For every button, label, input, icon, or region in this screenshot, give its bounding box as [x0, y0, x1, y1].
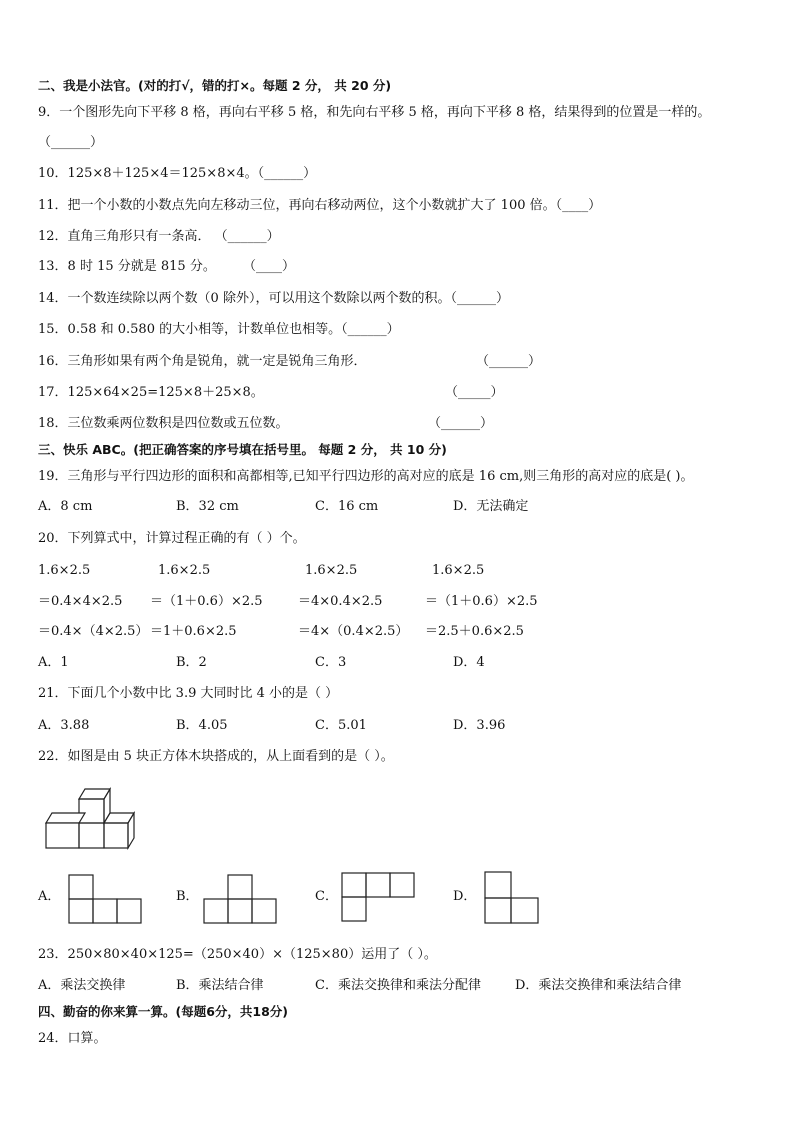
q20-calc-2-line-2: ＝（1＋0.6）×2.5 — [150, 594, 263, 609]
q20-option-a[interactable]: A．1 — [38, 655, 69, 670]
question-21: 21．下面几个小数中比 3.9 大同时比 4 小的是（ ） — [38, 686, 339, 701]
question-17-blank[interactable]: （_____） — [445, 385, 504, 400]
question-24: 24．口算。 — [38, 1031, 107, 1046]
q22-option-a-label[interactable]: A． — [38, 889, 61, 904]
q22-option-b-label[interactable]: B． — [176, 889, 199, 904]
question-9-blank[interactable]: （______） — [38, 135, 104, 150]
q19-option-b[interactable]: B．32 cm — [176, 499, 239, 514]
q20-calc-1-line-2: ＝0.4×4×2.5 — [38, 594, 123, 609]
q22-cubes-figure — [44, 785, 144, 851]
q20-option-c[interactable]: C．3 — [315, 655, 347, 670]
question-14: 14．一个数连续除以两个数（0 除外），可以用这个数除以两个数的积。（______） — [38, 291, 509, 306]
question-16: 16．三角形如果有两个角是锐角，就一定是锐角三角形． — [38, 354, 367, 369]
q19-option-c[interactable]: C．16 cm — [315, 499, 379, 514]
q20-calc-2-line-3: ＝1＋0.6×2.5 — [150, 624, 237, 639]
q20-calc-3-line-2: ＝4×0.4×2.5 — [298, 594, 383, 609]
q22-option-d-figure[interactable] — [484, 871, 542, 925]
q22-option-b-figure[interactable] — [203, 874, 281, 924]
q20-calc-4-line-1: 1.6×2.5 — [432, 563, 485, 578]
q20-calc-4-line-2: ＝（1＋0.6）×2.5 — [425, 594, 538, 609]
q23-option-c[interactable]: C．乘法交换律和乘法分配律 — [315, 978, 481, 993]
q22-option-a-figure[interactable] — [68, 874, 144, 924]
question-20: 20．下列算式中，计算过程正确的有（ ）个。 — [38, 531, 306, 546]
question-19: 19．三角形与平行四边形的面积和高都相等,已知平行四边形的高对应的底是 16 cm,则三角形的高对应的底是( )。 — [38, 469, 694, 484]
q19-option-d[interactable]: D．无法确定 — [453, 499, 529, 514]
question-15: 15．0.58 和 0.580 的大小相等，计数单位也相等。（______） — [38, 322, 400, 337]
question-23: 23．250×80×40×125=（250×40）×（125×80）运用了（ ）。 — [38, 947, 437, 962]
q22-option-c-figure[interactable] — [341, 872, 419, 924]
question-11: 11．把一个小数的小数点先向左移动三位，再向右移动两位，这个小数就扩大了 100 倍。（____） — [38, 198, 602, 213]
question-18-blank[interactable]: （______） — [428, 416, 494, 431]
q21-option-b[interactable]: B．4.05 — [176, 718, 228, 733]
question-18: 18．三位数乘两位数积是四位数或五位数。 — [38, 416, 289, 431]
q19-option-a[interactable]: A．8 cm — [38, 499, 93, 514]
q23-option-a[interactable]: A．乘法交换律 — [38, 978, 126, 993]
question-17: 17．125×64×25=125×8＋25×8。 — [38, 385, 264, 400]
question-10: 10．125×8＋125×4＝125×8×4。（______） — [38, 166, 317, 181]
section4-heading: 四、勤奋的你来算一算。(每题6分，共18分) — [38, 1004, 289, 1019]
question-16-blank[interactable]: （______） — [476, 354, 542, 369]
q20-calc-3-line-1: 1.6×2.5 — [305, 563, 358, 578]
q23-option-b[interactable]: B．乘法结合律 — [176, 978, 264, 993]
q21-option-c[interactable]: C．5.01 — [315, 718, 367, 733]
section3-heading: 三、快乐 ABC。(把正确答案的序号填在括号里。 每题 2 分， 共 10 分) — [38, 442, 447, 457]
question-13: 13．8 时 15 分就是 815 分。 — [38, 259, 216, 274]
q21-option-a[interactable]: A．3.88 — [38, 718, 90, 733]
q20-calc-3-line-3: ＝4×（0.4×2.5） — [298, 624, 409, 639]
q20-calc-4-line-3: ＝2.5＋0.6×2.5 — [425, 624, 524, 639]
section2-heading: 二、我是小法官。(对的打√，错的打×。每题 2 分， 共 20 分) — [38, 78, 392, 93]
q20-option-b[interactable]: B．2 — [176, 655, 207, 670]
q22-option-d-label[interactable]: D． — [453, 889, 477, 904]
question-12: 12．直角三角形只有一条高． （______） — [38, 229, 280, 244]
q20-calc-1-line-1: 1.6×2.5 — [38, 563, 91, 578]
q23-option-d[interactable]: D．乘法交换律和乘法结合律 — [515, 978, 682, 993]
q20-option-d[interactable]: D．4 — [453, 655, 485, 670]
q22-option-c-label[interactable]: C． — [315, 889, 338, 904]
q21-option-d[interactable]: D．3.96 — [453, 718, 506, 733]
question-22: 22．如图是由 5 块正方体木块搭成的，从上面看到的是（ ）。 — [38, 749, 394, 764]
question-13-blank[interactable]: （____） — [243, 259, 296, 274]
q20-calc-1-line-3: ＝0.4×（4×2.5） — [38, 624, 149, 639]
question-9: 9．一个图形先向下平移 8 格，再向右平移 5 格，和先向右平移 5 格，再向下平移 8 格，结果得到的位置是一样的。 — [38, 105, 711, 120]
q20-calc-2-line-1: 1.6×2.5 — [158, 563, 211, 578]
